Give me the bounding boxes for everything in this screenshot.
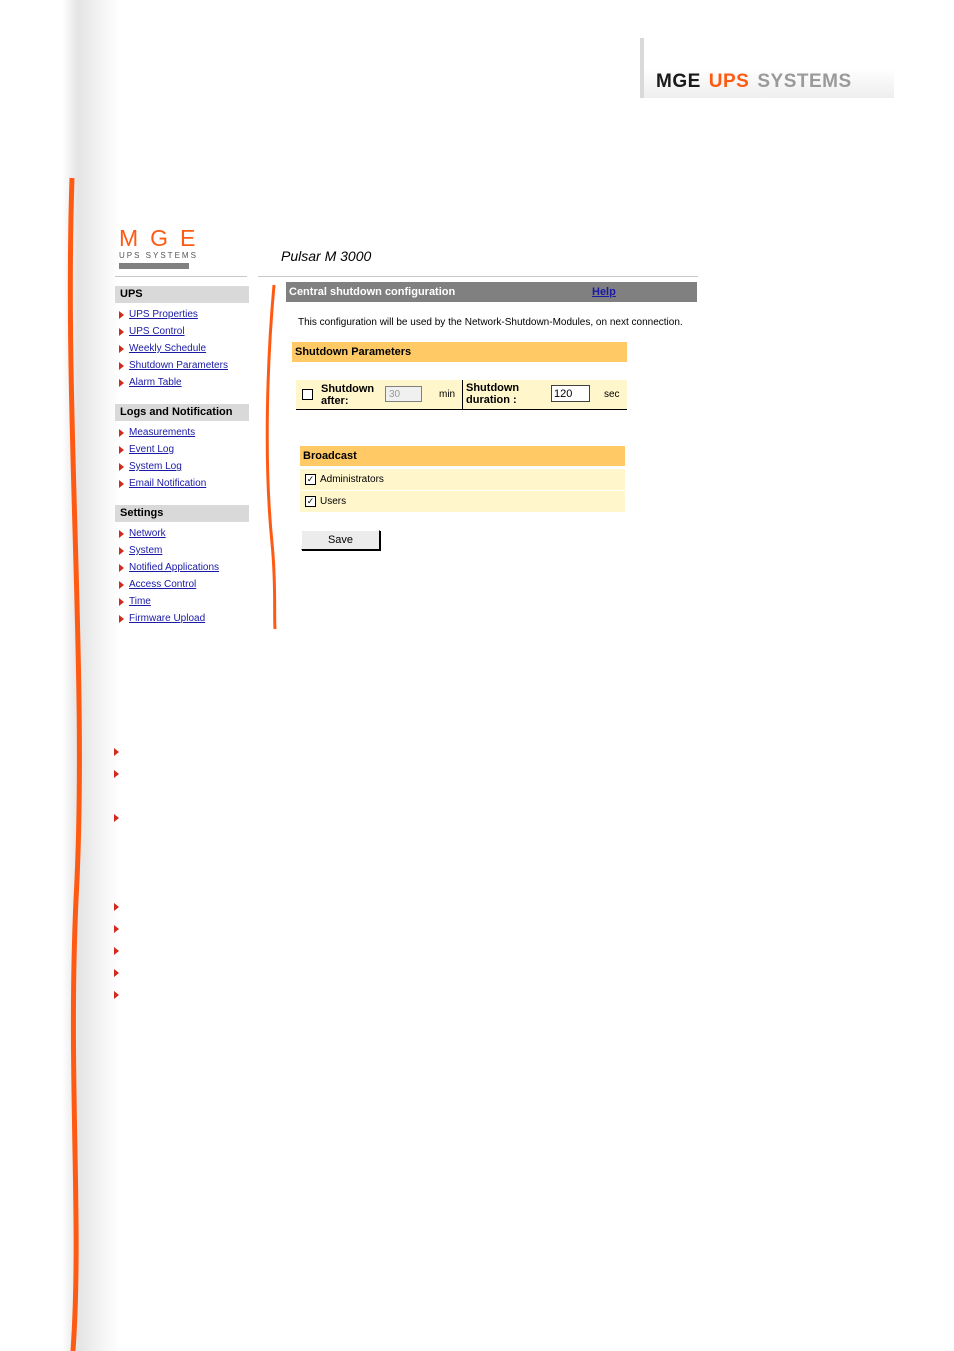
nav-link[interactable]: Measurements xyxy=(129,427,196,438)
nav-item-weekly-schedule[interactable] xyxy=(115,340,249,357)
shutdown-after-input[interactable]: 30 xyxy=(385,386,422,402)
users-label: Users xyxy=(320,496,347,507)
nav-link[interactable]: Network xyxy=(129,528,166,539)
config-note: This configuration will be used by the Network-Shutdown-Modules, on next connection. xyxy=(298,317,683,328)
doc-bullet-icon xyxy=(114,991,120,999)
bullet-icon xyxy=(119,463,124,471)
doc-bullet-icon xyxy=(114,969,120,977)
nav-item-ups-control[interactable] xyxy=(115,323,249,340)
nav-item-measurements[interactable] xyxy=(115,424,249,441)
bullet-icon xyxy=(119,345,124,353)
help-link[interactable]: Help xyxy=(592,286,616,298)
nav-link[interactable]: Access Control xyxy=(129,579,197,590)
nav-section-logs xyxy=(115,404,249,492)
header-rule-right xyxy=(258,276,698,277)
nav-link[interactable]: Weekly Schedule xyxy=(129,343,207,354)
brand-ups: UPS xyxy=(708,71,750,92)
nav-link[interactable]: Email Notification xyxy=(129,478,207,489)
doc-bullet-icon xyxy=(114,770,120,778)
nav-item-shutdown-parameters[interactable] xyxy=(115,357,249,374)
bullet-icon xyxy=(119,328,124,336)
shutdown-after-label-line2: after: xyxy=(321,395,349,407)
nav-item-firmware-upload[interactable] xyxy=(115,610,249,627)
nav-link[interactable]: Shutdown Parameters xyxy=(129,360,228,371)
nav-item-network[interactable] xyxy=(115,525,249,542)
brand-mge: MGE xyxy=(656,71,701,92)
nav-heading-settings: Settings xyxy=(115,505,249,522)
administrators-checkbox[interactable]: ✓ xyxy=(306,474,315,484)
save-button[interactable]: Save xyxy=(301,530,380,550)
bullet-icon xyxy=(119,362,124,370)
doc-bullet-icon xyxy=(114,925,120,933)
shutdown-separator xyxy=(462,380,463,409)
nav-item-ups-properties[interactable] xyxy=(115,306,249,323)
nav-item-event-log[interactable] xyxy=(115,441,249,458)
shutdown-duration-label xyxy=(466,382,519,406)
nav-section-settings xyxy=(115,505,249,627)
logo-letters: MGE xyxy=(119,225,208,251)
shutdown-after-label xyxy=(321,383,374,407)
nav-link[interactable]: UPS Properties xyxy=(129,309,198,320)
nav-link[interactable]: Alarm Table xyxy=(129,377,182,388)
nav-item-system-log[interactable] xyxy=(115,458,249,475)
nav-item-email-notification[interactable] xyxy=(115,475,249,492)
bullet-icon xyxy=(119,564,124,572)
users-checkbox[interactable]: ✓ xyxy=(306,496,315,506)
shutdown-after-checkbox[interactable] xyxy=(302,389,313,400)
broadcast-row-users xyxy=(300,491,625,512)
bullet-icon xyxy=(119,311,124,319)
bullet-icon xyxy=(119,429,124,437)
shutdown-parameters-heading: Shutdown Parameters xyxy=(292,342,627,362)
broadcast-heading: Broadcast xyxy=(300,446,625,466)
mge-logo xyxy=(119,226,207,269)
orange-swoosh-decoration xyxy=(0,0,120,1351)
doc-bullet-icon xyxy=(114,748,120,756)
bullet-icon xyxy=(119,530,124,538)
nav-link[interactable]: Time xyxy=(129,596,151,607)
nav-link[interactable]: UPS Control xyxy=(129,326,185,337)
bullet-icon xyxy=(119,446,124,454)
bullet-icon xyxy=(119,547,124,555)
nav-item-notified-applications[interactable] xyxy=(115,559,249,576)
orange-divider-decoration xyxy=(262,283,282,631)
bullet-icon xyxy=(119,480,124,488)
nav-link[interactable]: Notified Applications xyxy=(129,562,220,573)
nav-item-alarm-table[interactable] xyxy=(115,374,249,391)
nav-item-system[interactable] xyxy=(115,542,249,559)
shutdown-parameters-row xyxy=(296,380,627,410)
broadcast-row-administrators xyxy=(300,469,625,490)
nav-heading-logs: Logs and Notification xyxy=(115,404,249,421)
config-title: Central shutdown configuration xyxy=(289,286,456,298)
nav-section-ups xyxy=(115,286,249,391)
device-title: Pulsar M 3000 xyxy=(281,248,372,264)
bullet-icon xyxy=(119,379,124,387)
shutdown-duration-label-line2: duration : xyxy=(466,394,517,406)
logo-bar xyxy=(119,263,189,269)
brand-header xyxy=(640,38,894,98)
doc-bullet-icon xyxy=(114,814,120,822)
nav-item-access-control[interactable] xyxy=(115,576,249,593)
bullet-icon xyxy=(119,581,124,589)
nav-link[interactable]: System Log xyxy=(129,461,182,472)
shutdown-duration-input[interactable]: 120 xyxy=(551,385,590,402)
administrators-label: Administrators xyxy=(320,474,384,485)
logo-subtitle: UPS SYSTEMS xyxy=(119,251,198,260)
nav-item-time[interactable] xyxy=(115,593,249,610)
doc-bullet-icon xyxy=(114,903,120,911)
nav-link[interactable]: Firmware Upload xyxy=(129,613,206,624)
shutdown-after-label-line1: Shutdown xyxy=(321,383,375,395)
brand-systems: SYSTEMS xyxy=(757,71,852,92)
config-title-bar xyxy=(286,282,697,302)
bullet-icon xyxy=(119,615,124,623)
brand-wordmark xyxy=(656,71,852,93)
doc-bullet-icon xyxy=(114,947,120,955)
shutdown-after-unit: min xyxy=(439,389,456,400)
nav-link[interactable]: Event Log xyxy=(129,444,175,455)
header-rule-left xyxy=(115,276,247,277)
nav-link[interactable]: System xyxy=(129,545,163,556)
nav-heading-ups: UPS xyxy=(115,286,249,303)
shutdown-duration-unit: sec xyxy=(604,389,620,400)
shutdown-duration-label-line1: Shutdown xyxy=(466,382,520,394)
bullet-icon xyxy=(119,598,124,606)
